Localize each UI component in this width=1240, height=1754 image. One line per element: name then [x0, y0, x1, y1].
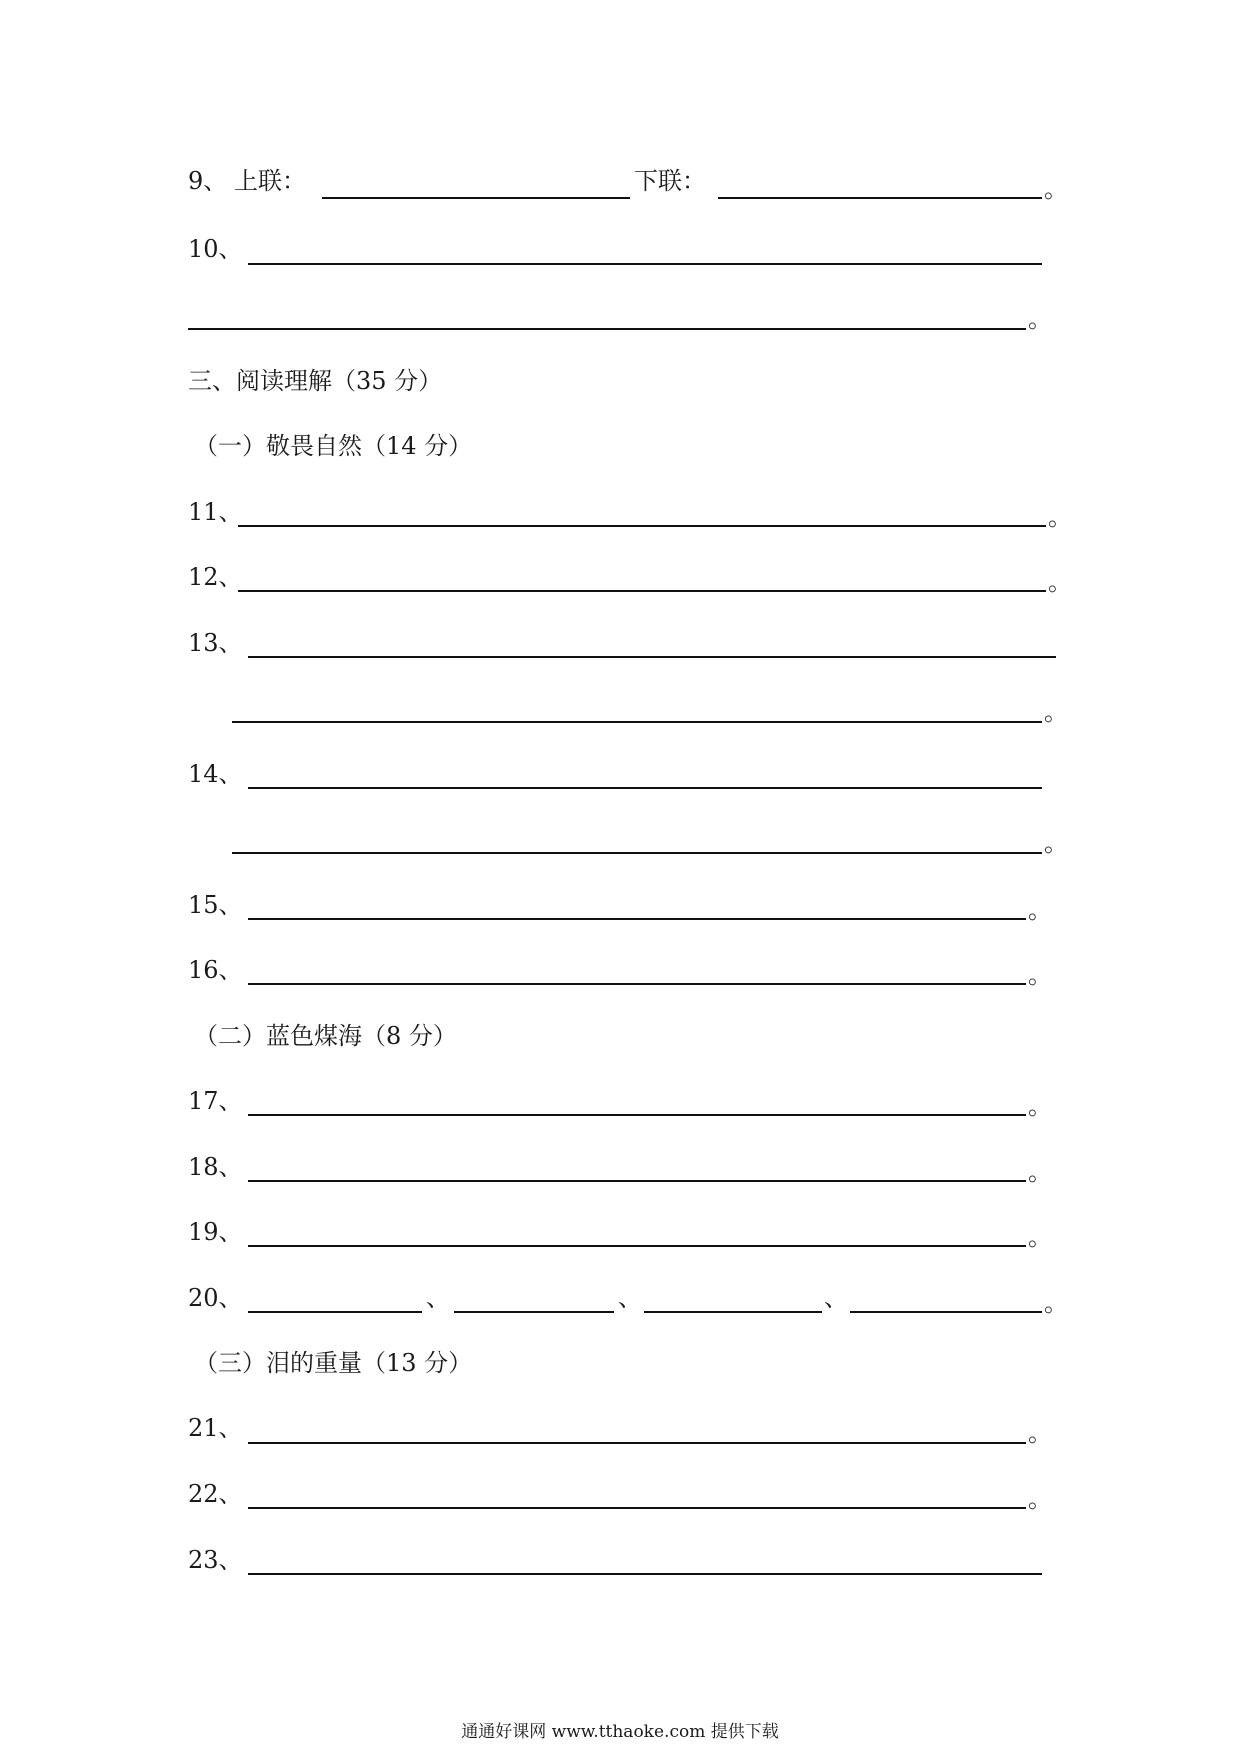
- q23-number: 23、: [188, 1546, 243, 1574]
- q22-end: 。: [1028, 1485, 1052, 1513]
- page-footer: 通通好课网 www.tthaoke.com 提供下载: [461, 1722, 779, 1742]
- q9-number: 9、: [188, 167, 228, 195]
- q13-line-1[interactable]: [248, 656, 1056, 658]
- q21-end: 。: [1028, 1419, 1052, 1447]
- q18-line[interactable]: [248, 1180, 1026, 1182]
- q20-blank-3[interactable]: [644, 1311, 822, 1313]
- q11-number: 11、: [188, 498, 243, 526]
- q14-line-1[interactable]: [248, 787, 1042, 789]
- passage-1-title: （一）敬畏自然（14 分）: [194, 432, 473, 460]
- q11-line[interactable]: [238, 525, 1046, 527]
- q10-number: 10、: [188, 235, 243, 263]
- q18-end: 。: [1028, 1158, 1052, 1186]
- passage-2-title: （二）蓝色煤海（8 分）: [194, 1022, 457, 1050]
- q9-lower-label: 下联：: [634, 167, 706, 195]
- q10-line-1[interactable]: [248, 263, 1042, 265]
- q14-end: 。: [1044, 829, 1068, 857]
- q13-end: 。: [1044, 698, 1068, 726]
- q20-number: 20、: [188, 1284, 243, 1312]
- q21-number: 21、: [188, 1414, 243, 1442]
- q19-end: 。: [1028, 1223, 1052, 1251]
- q11-end: 。: [1048, 503, 1072, 531]
- q17-number: 17、: [188, 1087, 243, 1115]
- q14-line-2[interactable]: [232, 852, 1042, 854]
- q19-line[interactable]: [248, 1245, 1026, 1247]
- passage-3-title: （三）泪的重量（13 分）: [194, 1349, 473, 1377]
- q22-line[interactable]: [248, 1507, 1026, 1509]
- q20-sep-2: 、: [618, 1284, 642, 1312]
- q9-upper-line[interactable]: [322, 197, 630, 199]
- q20-blank-1[interactable]: [248, 1311, 422, 1313]
- q9-upper-label: 上联：: [234, 167, 306, 195]
- q14-number: 14、: [188, 760, 243, 788]
- q16-end: 。: [1028, 961, 1052, 989]
- q22-number: 22、: [188, 1480, 243, 1508]
- q10-end: 。: [1028, 305, 1052, 333]
- q15-end: 。: [1028, 896, 1052, 924]
- q9-end: 。: [1044, 175, 1068, 203]
- section-3-title: 三、阅读理解（35 分）: [188, 367, 443, 395]
- q21-line[interactable]: [248, 1442, 1026, 1444]
- q17-line[interactable]: [248, 1114, 1026, 1116]
- q15-number: 15、: [188, 891, 243, 919]
- q16-line[interactable]: [248, 983, 1026, 985]
- q20-sep-1: 、: [426, 1284, 450, 1312]
- q10-line-2[interactable]: [188, 328, 1026, 330]
- q9-lower-line[interactable]: [718, 197, 1042, 199]
- q19-number: 19、: [188, 1218, 243, 1246]
- q20-sep-3: 、: [824, 1284, 848, 1312]
- q18-number: 18、: [188, 1153, 243, 1181]
- q20-blank-4[interactable]: [850, 1311, 1042, 1313]
- q12-number: 12、: [188, 563, 243, 591]
- q12-line[interactable]: [238, 590, 1046, 592]
- q23-line[interactable]: [248, 1573, 1042, 1575]
- q17-end: 。: [1028, 1092, 1052, 1120]
- q13-number: 13、: [188, 629, 243, 657]
- q15-line[interactable]: [248, 918, 1026, 920]
- q20-end: 。: [1044, 1289, 1068, 1317]
- q20-blank-2[interactable]: [454, 1311, 614, 1313]
- q12-end: 。: [1048, 568, 1072, 596]
- q13-line-2[interactable]: [232, 721, 1042, 723]
- q16-number: 16、: [188, 956, 243, 984]
